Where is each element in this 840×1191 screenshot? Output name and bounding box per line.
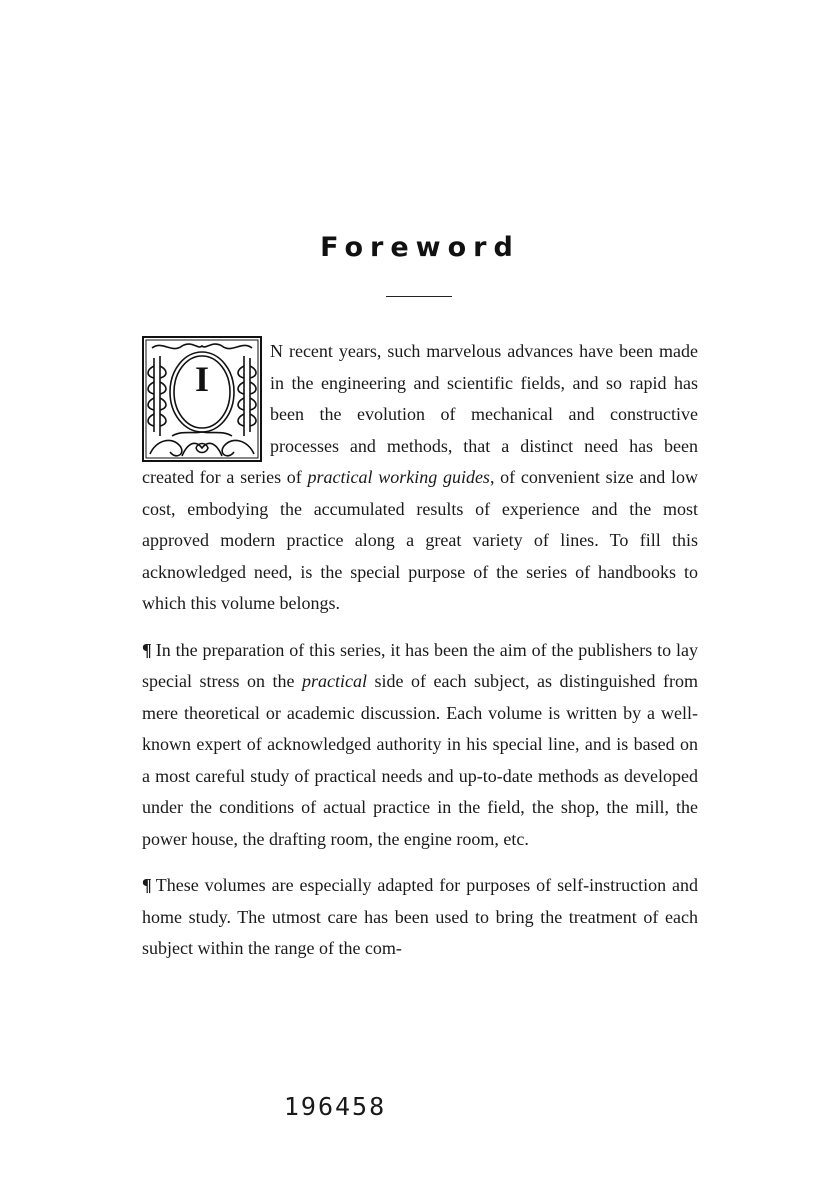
paragraph-italic: practical	[302, 671, 367, 691]
paragraph-2	[142, 635, 698, 856]
ornamental-drop-cap-frame-icon	[142, 336, 262, 462]
page-title: Foreword	[320, 232, 520, 263]
paragraph-tail: , of convenient size and low cost, embodying the accumulated results of experience and the most approved modern practice along a great variety of lines. To fill this acknowledged need, is the special purpose of the series of handbooks to which this volume belongs.	[142, 467, 698, 613]
drop-cap-letter: I	[194, 359, 209, 399]
paragraph-lead: In the preparation of this series, it has been the aim of the publishers to lay special stress on the	[142, 639, 698, 691]
foreword-body	[142, 336, 698, 965]
paragraph-3	[142, 870, 698, 965]
pilcrow-marker-icon: ¶	[142, 875, 152, 895]
paragraph-lead: N recent years, such marvelous advances have been made in the engineering and scientific fields, and so rapid has been the evolution of mechanical and constructive processes and methods, that a distinct need has been created for a series of	[142, 341, 698, 487]
drop-cap	[142, 336, 262, 462]
paragraph-tail: side of each subject, as distinguished from mere theoretical or academic discussion. Each volume is written by a well-known expert of acknowledged authority in his special line, and is based on a most careful study of practical needs and up-to-date methods as developed under the conditions of actual practice in the field, the shop, the mill, the power house, the drafting room, the engine room, etc.	[142, 671, 698, 849]
pilcrow-marker-icon: ¶	[142, 639, 152, 660]
footer-number: 196458	[283, 1092, 387, 1121]
title-rule	[386, 296, 452, 297]
paragraph-italic: practical working guides	[307, 467, 490, 487]
paragraph-1	[142, 336, 698, 620]
paragraph-lead: These volumes are especially adapted for purposes of self-instruction and home study. The utmost care has been used to bring the treatment of each subject within the range of the com-	[142, 875, 698, 958]
